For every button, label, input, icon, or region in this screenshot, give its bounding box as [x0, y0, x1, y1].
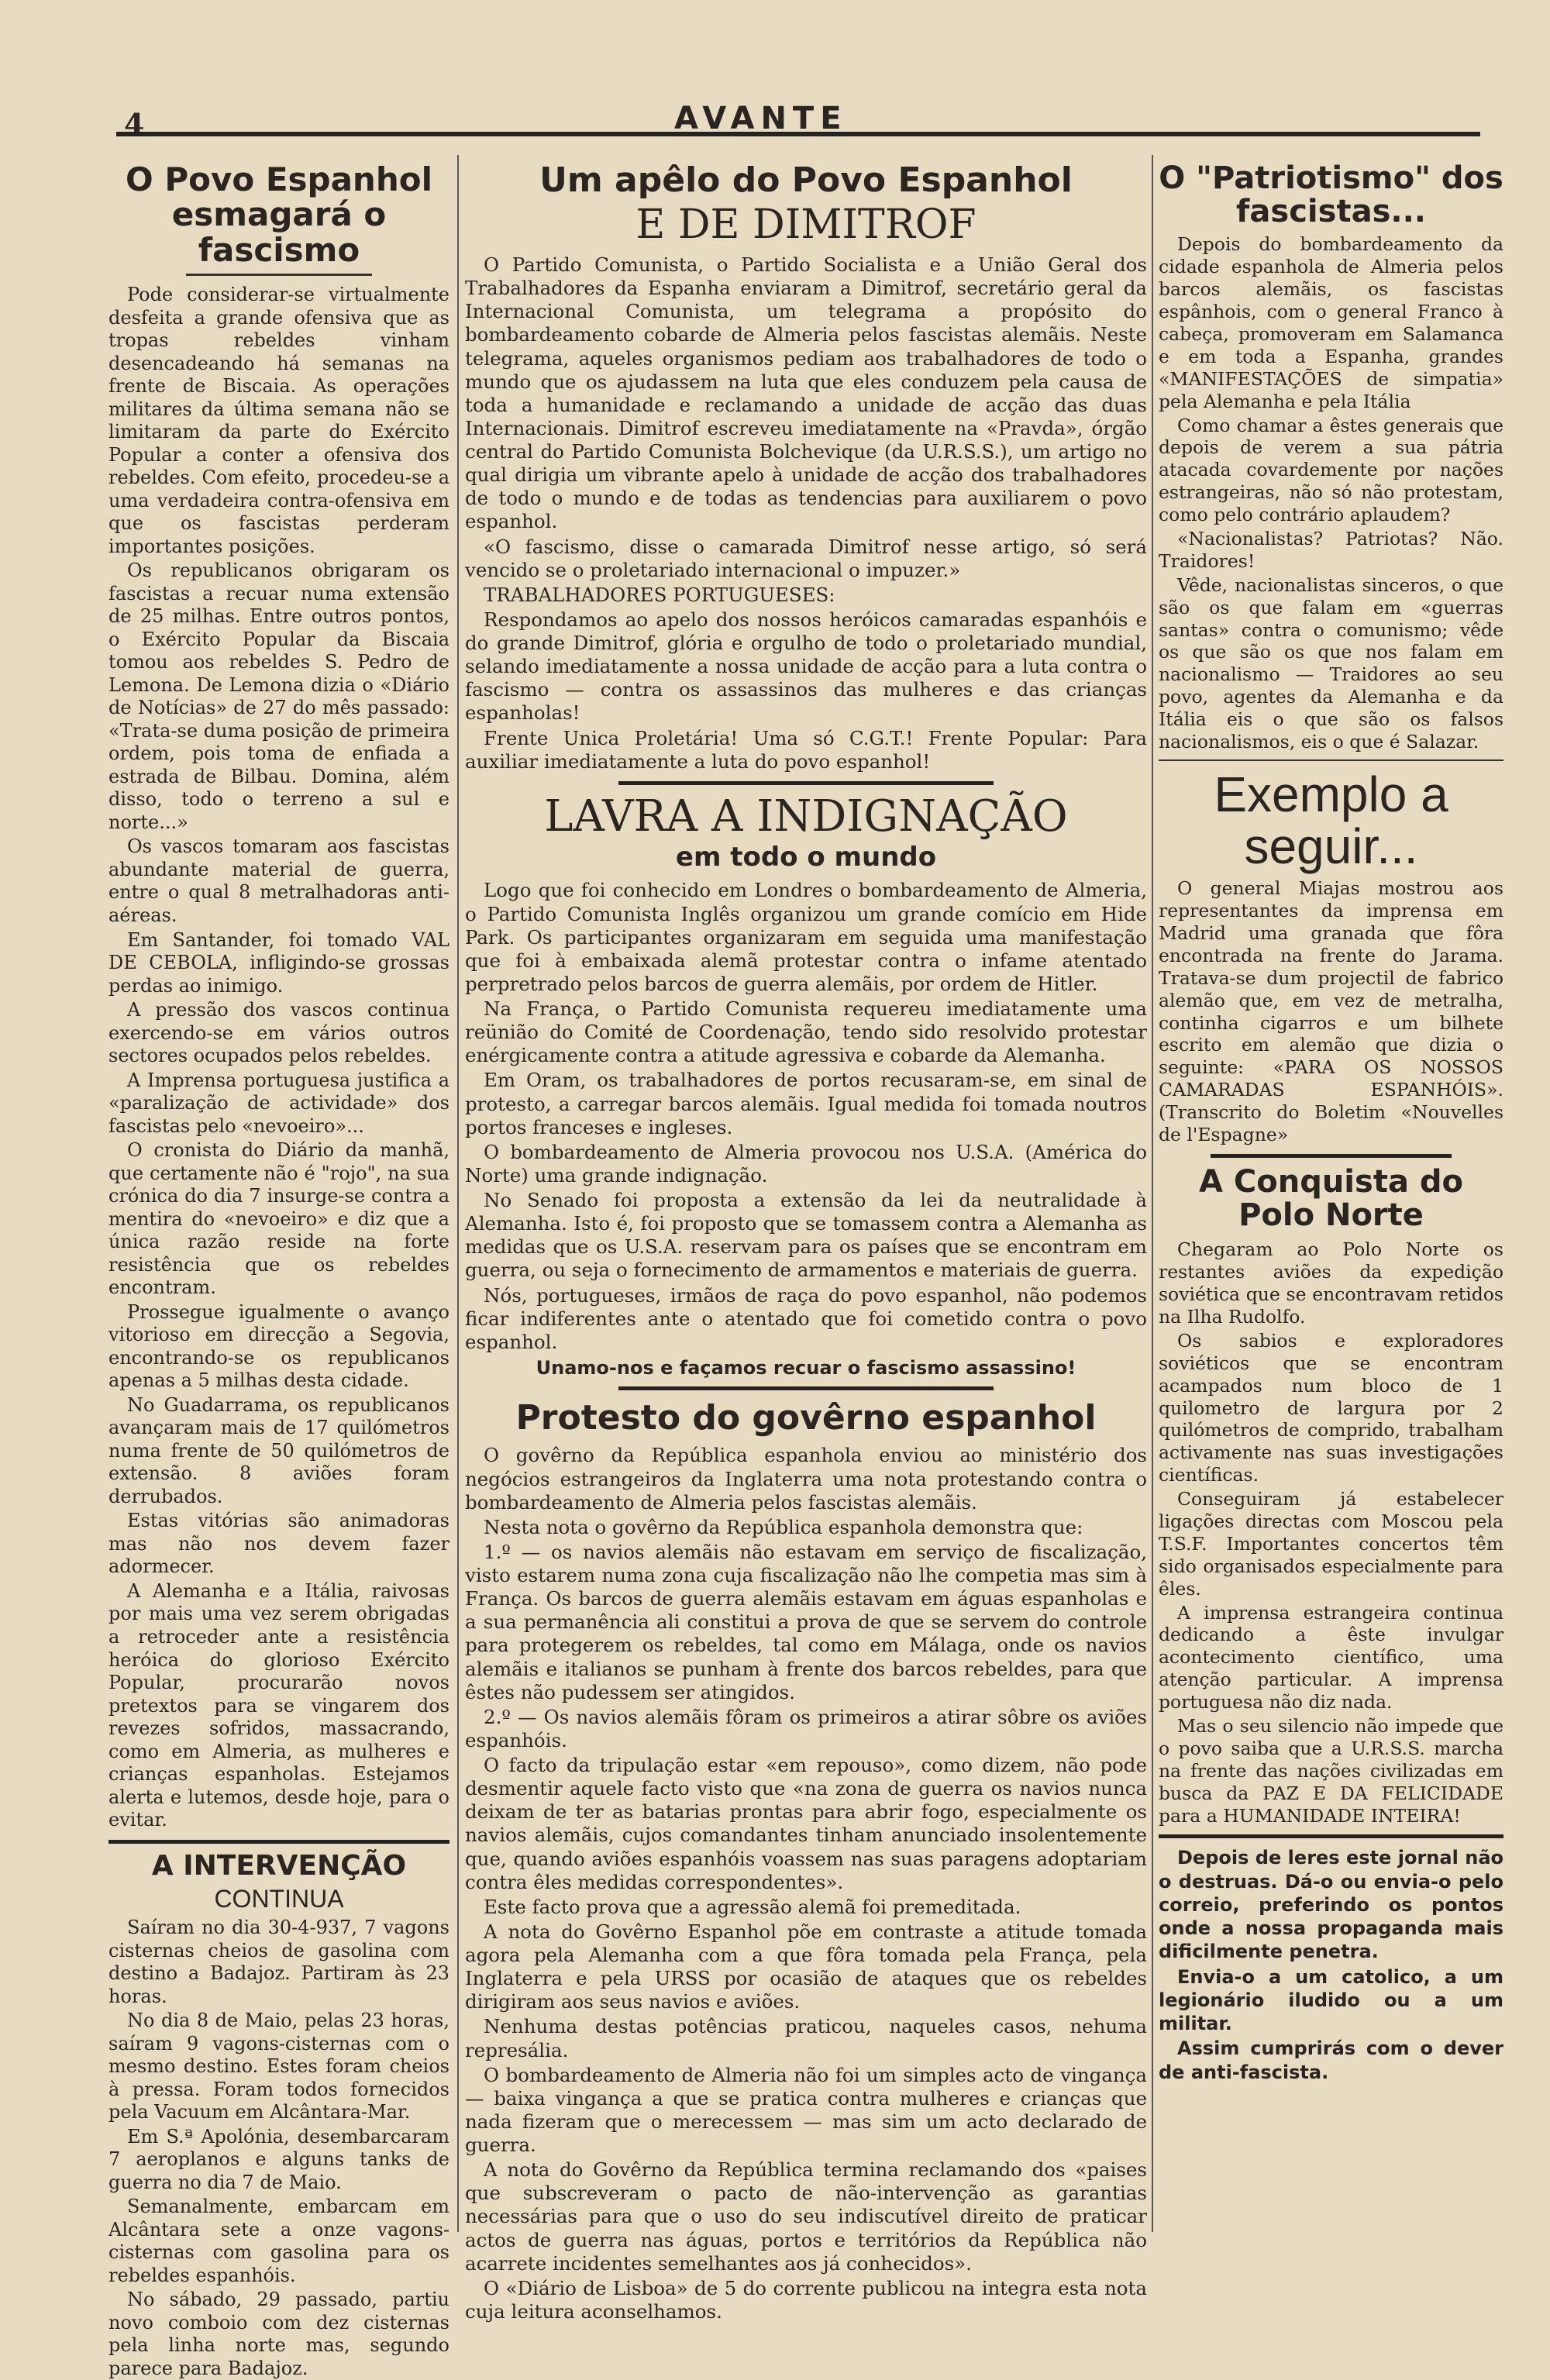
paragraph: O govêrno da República espanhola enviou ao ministério dos negócios estrangeiros da Inglaterra uma nota protestando contra o bombardeamento de Almeria pelos fascistas alemãis.: [465, 1444, 1147, 1514]
paragraph: Os vascos tomaram aos fascistas abundante material de guerra, entre o qual 8 metralhadoras anti-aéreas.: [108, 835, 450, 926]
article-body: [1159, 233, 1504, 753]
paragraph: Na França, o Partido Comunista requereu imediatamente uma reünião do Comité de Coordenação, tendo sido resolvido protestar enérgicamente contra a atitude agressiva e cobarde da Alemanha.: [465, 997, 1147, 1067]
paragraph: Chegaram ao Polo Norte os restantes aviões da expedição soviética que se encontravam retidos na Ilha Rudolfo.: [1159, 1238, 1504, 1328]
paragraph: A nota do Govêrno da República termina reclamando dos «paises que subscreveram o pacto de não-intervenção as garantias necessárias para que o uso do seu indiscutível direito de praticar actos de guerra nas águas, portos e territórios da República não acarrete incidentes semelhantes aos já conhecidos».: [465, 2158, 1147, 2275]
column-rule: [457, 155, 459, 2232]
callout-paragraph: Depois de leres este jornal não o destruas. Dá-o ou envia-o pelo correio, preferindo os pontos onde a nossa propaganda mais dificilmente penetra.: [1159, 1847, 1504, 1963]
article-body: [465, 879, 1147, 1354]
paragraph: O general Miajas mostrou aos representantes da imprensa em Madrid uma granada que fôra encontrada na frente do Jarama. Tratava-se dum projectil de fabrico alemão que, em vez de metralha, continha cigarros e um bilhete escrito em alemão que dizia o seguinte: «PARA OS NOSSOS CAMARADAS ESPANHÓIS». (Transcrito do Boletim «Nouvelles de l'Espagne»: [1159, 877, 1504, 1146]
headline-patriotismo: O "Patriotismo" dos fascistas...: [1159, 160, 1504, 230]
paragraph: Conseguiram já estabelecer ligações directas com Moscou pela T.S.F. Importantes concertos têm sido organisados especialmente para êles.: [1159, 1488, 1504, 1600]
article-body: [1159, 877, 1504, 1146]
paragraph: «Nacionalistas? Patriotas? Não. Traidores!: [1159, 527, 1504, 572]
headline-apelo: Um apêlo do Povo Espanhol: [539, 160, 1073, 200]
paragraph: No dia 8 de Maio, pelas 23 horas, saíram 9 vagons-cisternas com o mesmo destino. Estes foram cheios à pressa. Foram todos fornecidos pela Vacuum em Alcântara-Mar.: [108, 2010, 450, 2123]
paragraph: Saíram no dia 30-4-937, 7 vagons cisternas cheios de gasolina com destino a Badajoz. Partiram às 23 horas.: [108, 1917, 450, 2007]
paragraph: Estas vitórias são animadoras mas não nos devem fazer adormecer.: [108, 1510, 450, 1578]
subhead-mundo: em todo o mundo: [675, 841, 937, 873]
headline-intervencao: A INTERVENÇÃO: [151, 1849, 407, 1882]
paragraph: «O fascismo, disse o camarada Dimitrof nesse artigo, só será vencido se o proletariado internacional o impuzer.»: [465, 535, 1147, 581]
top-rule: [116, 132, 1480, 136]
paragraph: Este facto prova que a agressão alemã foi premeditada.: [484, 1895, 1021, 1918]
paragraph: Em S.ª Apolónia, desembarcaram 7 aeroplanos e alguns tanks de guerra no dia 7 de Maio.: [108, 2125, 450, 2193]
subhead-dimitrof: E DE DIMITROF: [636, 201, 976, 248]
paragraph: A imprensa estrangeira continua dedicando a êste invulgar acontecimento científico, uma atenção particular. A imprensa portuguesa não diz nada.: [1159, 1601, 1504, 1714]
paragraph: Nós, portugueses, irmãos de raça do povo espanhol, não podemos ficar indiferentes ante o atentado que foi cometido contra o povo espanhol.: [465, 1283, 1147, 1353]
paragraph: Mas o seu silencio não impede que o povo saiba que a U.R.S.S. marcha na frente das nações civilizadas em busca da PAZ E DA FELICIDADE para a HUMANIDADE INTEIRA!: [1159, 1715, 1504, 1827]
subhead-continua: CONTINUA: [214, 1884, 344, 1913]
paragraph: Depois do bombardeamento da cidade espanhola de Almeria pelos barcos alemãis, os fascistas espânhois, com o general Franco à cabeça, promoveram em Salamanca e em toda a Espanha, grandes «MANIFESTAÇÕES de simpatia» pela Alemanha e pela Itália: [1159, 233, 1504, 412]
article-body: [108, 1917, 450, 2380]
page-number: 4: [124, 107, 145, 142]
callout-paragraph: Envia-o a um catolico, a um legionário iludido ou a um militar.: [1159, 1965, 1504, 2035]
column-right: [1159, 159, 1504, 2228]
paragraph: 2.º — Os navios alemãis fôram os primeiros a atirar sôbre os aviões espanhóis.: [465, 1705, 1147, 1751]
column-rule: [1152, 155, 1153, 2232]
divider: [186, 274, 372, 276]
paragraph: Vêde, nacionalistas sinceros, o que são os que falam em «guerras santas» contra o comunismo; vêde os que são os que nos falam em nacionalismo — Traidores ao seu povo, agentes da Alemanha e da Itália eis o que são os falsos nacionalismos, eis o que é Salazar.: [1159, 573, 1504, 753]
paragraph: Prossegue igualmente o avanço vitorioso em direcção a Segovia, encontrando-se os republicanos apenas a 5 milhas desta cidade.: [108, 1300, 450, 1392]
divider: [618, 781, 994, 785]
paragraph: O Partido Comunista, o Partido Socialista e a União Geral dos Trabalhadores da Espanha enviaram a Dimitrof, secretário geral da Internacional Comunista, um telegrama a propósito do bombardeamento cobarde de Almeria pelos fascistas alemãis. Neste telegrama, aqueles organismos pediam aos trabalhadores de todo o mundo que os ajudassem na luta que eles conduzem pela causa de toda a humanidade e reclamando a unidade de acção das duas Internacionais. Dimitrof escreveu imediatamente na «Pravda», órgão central do Partido Comunista Bolchevique (da U.R.S.S.), um artigo no qual dirigia um vibrante apelo à unidade de acção dos trabalhadores de todo o mundo e de todas as tendencias para auxiliarem o povo espanhol.: [465, 253, 1147, 533]
headline-povo-espanhol: O Povo Espanhol esmagará o fascismo: [126, 160, 432, 269]
masthead: AVANTE: [674, 101, 848, 136]
paragraph: Os sabios e exploradores soviéticos que se encontram acampados num bloco de 1 quilometro de largura por 2 quilómetros de comprido, trabalham activamente nas suas investigações científicas.: [1159, 1329, 1504, 1486]
paragraph: Em Santander, foi tomado VAL DE CEBOLA, infligindo-se grossas perdas ao inimigo.: [108, 928, 450, 997]
callout-box: [1159, 1846, 1504, 2083]
paragraph: No sábado, 29 passado, partiu novo comboio com dez cisternas pela linha norte mas, segundo parece para Badajoz.: [108, 2289, 450, 2379]
paragraph: A Alemanha e a Itália, raivosas por mais uma vez serem obrigadas a retroceder ante a resistência heróica do glorioso Exército Popular, procurarão novos pretextos para se vingarem dos revezes sofridos, massacrando, como em Almeria, as mulheres e crianças espanholas. Estejamos alerta e lutemos, desde hoje, para o evitar.: [108, 1579, 450, 1831]
paragraph: Os republicanos obrigaram os fascistas a recuar numa extensão de 25 milhas. Entre outros pontos, o Exército Popular da Biscaia tomou aos rebeldes S. Pedro de Lemona. De Lemona dizia o «Diário de Notícias» de 27 do mês passado: «Trata-se duma posição de primeira ordem, pois toma de enfiada a estrada de Bilbau. Domina, além disso, todo o terreno a sul e norte...»: [108, 560, 450, 833]
headline-lavra: LAVRA A INDIGNAÇÃO: [544, 790, 1068, 842]
paragraph: A pressão dos vascos continua exercendo-se em vários outros sectores ocupados pelos rebeldes.: [108, 999, 450, 1067]
divider: [108, 1840, 450, 1844]
headline-protesto: Protesto do govêrno espanhol: [515, 1397, 1097, 1438]
paragraph: Pode considerar-se virtualmente desfeita a grande ofensiva que as tropas rebeldes vinham desencadeando há semanas na frente de Biscaia. As operações militares da última semana não se limitaram da parte do Exército Popular a conter a ofensiva dos rebeldes. Com efeito, procedeu-se a uma verdadeira contra-ofensiva em que os fascistas perderam importantes posições.: [108, 284, 450, 557]
paragraph: O bombardeamento de Almeria provocou nos U.S.A. (América do Norte) uma grande indignação.: [465, 1140, 1147, 1187]
paragraph: Respondamos ao apelo dos nossos heróicos camaradas espanhóis e do grande Dimitrof, glória e orgulho de todo o proletariado mundial, selando imediatamente a nossa unidade de acção para a luta contra o fascismo — contra os assassinos das mulheres e das crianças espanholas!: [465, 608, 1147, 725]
headline-polo-norte: A Conquista do Polo Norte: [1199, 1163, 1463, 1234]
paragraph: A Imprensa portuguesa justifica a «paralização de actividade» dos fascistas pelo «nevoeiro»...: [108, 1069, 450, 1137]
column-center: [465, 159, 1147, 2323]
paragraph: Frente Unica Proletária! Uma só C.G.T.! Frente Popular: Para auxiliar imediatamente a luta do povo espanhol!: [465, 726, 1147, 773]
column-left: [108, 159, 450, 2379]
article-body: [465, 1444, 1147, 2323]
paragraph: Nesta nota o govêrno da República espanhola demonstra que:: [484, 1515, 1083, 1538]
article-body: [1159, 1238, 1504, 1827]
divider: [1159, 1834, 1504, 1838]
paragraph: TRABALHADORES PORTUGUESES:: [484, 583, 835, 606]
article-body: [465, 253, 1147, 773]
divider: [1159, 759, 1504, 761]
paragraph: 1.º — os navios alemãis não estavam em serviço de fiscalização, visto estarem numa zona cuja fiscalização não lhe competia mas sim à França. Os barcos de guerra alemãis estavam em águas espanholas e a sua permanência ali constitui a prova de que se servem do controle para protegerem os rebeldes, tal como em Málaga, onde os navios alemãis e italianos se punham à frente dos barcos rebeldes, para que êstes não pudessem ser atingidos.: [465, 1540, 1147, 1703]
paragraph: A nota do Govêrno Espanhol põe em contraste a atitude tomada agora pela Alemanha com a que fôra tomada pela França, pela Inglaterra e pela URSS por ocasião de ataques que os rebeldes dirigiram aos seus navios e aviões.: [465, 1920, 1147, 2013]
paragraph: O cronista do Diário da manhã, que certamente não é "rojo", na sua crónica do dia 7 insurge-se contra a mentira do «nevoeiro» e diz que a única razão reside na forte resistência que os rebeldes encontram.: [108, 1139, 450, 1299]
divider: [1211, 1154, 1452, 1158]
paragraph: Semanalmente, embarcam em Alcântara sete a onze vagons-cisternas com gasolina para os rebeldes espanhóis.: [108, 2196, 450, 2286]
paragraph: Nenhuma destas potências praticou, naqueles casos, nehuma represália.: [465, 2015, 1147, 2061]
closing-line: Unamo-nos e façamos recuar o fascismo assassino!: [536, 1356, 1076, 1379]
paragraph: No Guadarrama, os republicanos avançaram mais de 17 quilómetros numa frente de 50 quilómetros de extensão. 8 aviões foram derrubados.: [108, 1393, 450, 1507]
paragraph: No Senado foi proposta a extensão da lei da neutralidade à Alemanha. Isto é, foi proposto que se tomassem contra a Alemanha as medidas que os U.S.A. reservam para os países que se encontram em guerra, ou seja o fornecimento de armamentos e materiais de guerra.: [465, 1189, 1147, 1282]
headline-exemplo: Exemplo a seguir...: [1214, 766, 1448, 875]
paragraph: O facto da tripulação estar «em repouso», como dizem, não pode desmentir aquele facto visto que «na zona de guerra os navios nunca deixam de ter as batarias prontas para abrir fogo, especialmente os navios alemãis, cujos comandantes tinham anunciado insolentemente que, quando aviões espanhóis voassem nas suas paragens adoptariam contra êles medidas correspondentes».: [465, 1754, 1147, 1893]
paragraph: O «Diário de Lisboa» de 5 do corrente publicou na integra esta nota cuja leitura aconselhamos.: [465, 2276, 1147, 2323]
paragraph: Logo que foi conhecido em Londres o bombardeamento de Almeria, o Partido Comunista Inglês organizou um grande comício em Hide Park. Os participantes organizaram em seguida uma manifestação que foi à embaixada alemã protestar contra o infame atentado perpretrado pelos barcos de guerra alemãis, por ordem de Hitler.: [465, 879, 1147, 995]
paragraph: O bombardeamento de Almeria não foi um simples acto de vingança — baixa vingança a que se pratica contra mulheres e crianças que nada fizeram que o merecessem — mas sim um acto declarado de guerra.: [465, 2063, 1147, 2157]
callout-paragraph: Assim cumprirás com o dever de anti-fascista.: [1159, 2037, 1504, 2083]
paragraph: Em Oram, os trabalhadores de portos recusaram-se, em sinal de protesto, a carregar barcos alemãis. Igual medida foi tomada noutros portos franceses e ingleses.: [465, 1069, 1147, 1138]
article-body: [108, 284, 450, 1832]
divider: [618, 1386, 994, 1390]
paragraph: Como chamar a êstes generais que depois de verem a sua pátria atacada covardemente por nações estrangeiras, não só não protestam, como pelo contrário aplaudem?: [1159, 414, 1504, 526]
